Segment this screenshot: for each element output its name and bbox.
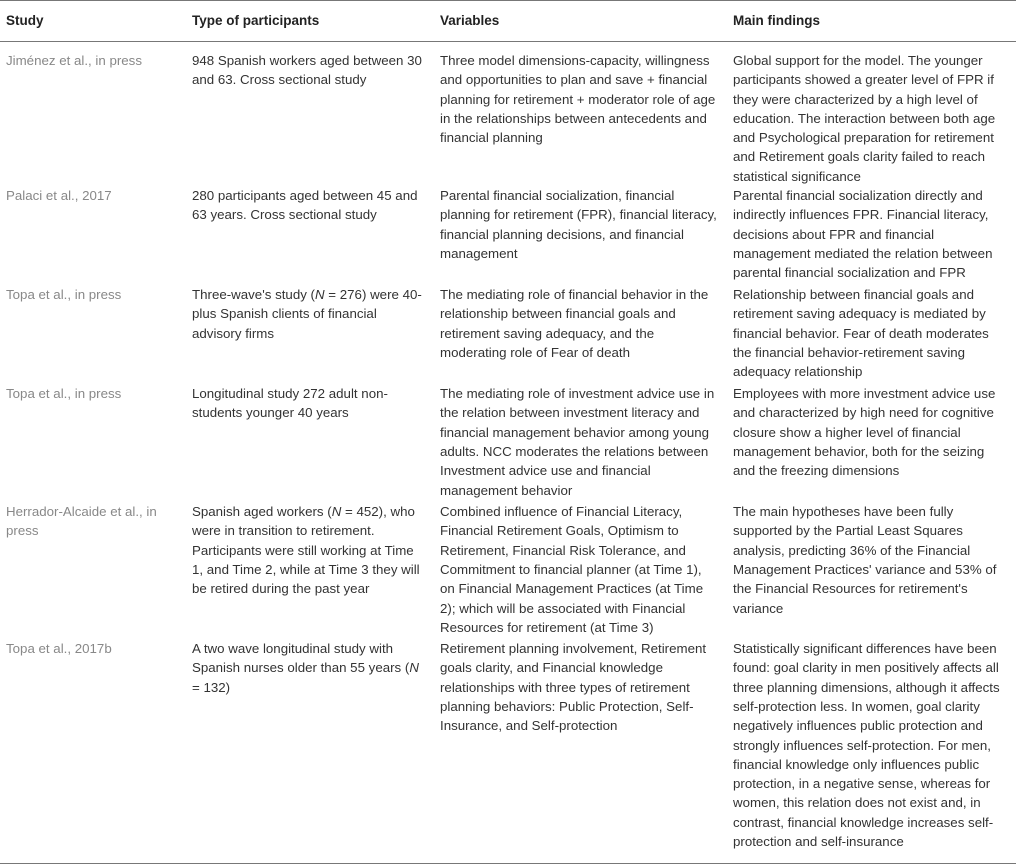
- table-row: [0, 186, 1016, 285]
- table-row: [0, 639, 1016, 864]
- study-cell: Topa et al., in press: [6, 386, 122, 402]
- findings-cell: The main hypotheses have been fully supported by the Partial Least Squares analysis, predicting 36% of the Financial Management Practices' variance and 53% of the Financial Resources for retirement's variance: [733, 504, 997, 616]
- participants-text-pre: Spanish aged workers (: [192, 504, 332, 520]
- variables-cell: Retirement planning involvement, Retirement goals clarity, and Financial knowledge relationships with three types of retirement planning behaviors: Public Protection, Self-Insurance, and Self-protection: [434, 639, 727, 864]
- header-findings: Main findings: [727, 1, 1016, 42]
- sample-size-symbol: N: [331, 504, 342, 520]
- findings-cell: Employees with more investment advice use and characterized by high need for cognitive closure show a higher level of financial management behavior, both for the seizing and the freezing dimensions: [733, 386, 996, 479]
- participants-text-pre: A two wave longitudinal study with Spanish nurses older than 55 years (: [192, 641, 410, 676]
- findings-cell: Parental financial socialization directly and indirectly influences FPR. Financial literacy, decisions about FPR and financial management mediated the relation between parental financial socialization and FPR: [733, 188, 993, 281]
- variables-cell: Combined influence of Financial Literacy, Financial Retirement Goals, Optimism to Retirement, Financial Risk Tolerance, and Commitment to financial planner (at Time 1), on Financial Management Practices (at Time 2); which will be associated with Financial Resources for retirement (at Time 3): [440, 504, 704, 635]
- table-row: [0, 502, 1016, 639]
- participants-text-post: = 276) were 40-plus Spanish clients of financial advisory firms: [192, 287, 422, 341]
- header-study: Study: [0, 1, 186, 42]
- participants-cell: [186, 285, 434, 384]
- sample-size-symbol: N: [315, 287, 325, 303]
- participants-cell: Longitudinal study 272 adult non-students younger 40 years: [192, 386, 388, 421]
- table-row: [0, 285, 1016, 384]
- variables-cell: The mediating role of investment advice use in the relation between investment literacy and financial management behavior among young adults. NCC moderates the relations between Investment advice use and financial management behavior: [440, 386, 715, 498]
- study-cell: Topa et al., 2017b: [0, 639, 186, 864]
- header-participants: Type of participants: [186, 1, 434, 42]
- variables-cell: Three model dimensions-capacity, willingness and opportunities to plan and save + financial planning for retirement + moderator role of age in the relationships between antecedents and financial planning: [440, 53, 716, 146]
- variables-cell: The mediating role of financial behavior in the relationship between financial goals and retirement saving adequacy, and the moderating role of Fear of death: [440, 287, 709, 360]
- participants-text-post: = 132): [192, 679, 231, 695]
- table-row: [0, 384, 1016, 502]
- variables-cell: Parental financial socialization, financial planning for retirement (FPR), financial literacy, financial planning decisions, and financial management: [440, 188, 717, 261]
- study-cell: Topa et al., in press: [6, 287, 122, 303]
- sample-size-symbol: N: [409, 660, 419, 676]
- findings-cell: Relationship between financial goals and retirement saving adequacy is mediated by financial behavior. Fear of death moderates the financial behavior-retirement saving adequacy relationship: [733, 287, 989, 380]
- study-cell: Jiménez et al., in press: [6, 53, 142, 68]
- participants-text-pre: Three-wave's study (: [192, 287, 315, 303]
- findings-cell: Global support for the model. The younger participants showed a greater level of FPR if they were characterized by a high level of education. The interaction between both age and Psychological preparation for retirement and Retirement goals clarity failed to reach statistical significance: [733, 53, 996, 184]
- participants-cell: [186, 639, 434, 864]
- findings-cell: Statistically significant differences have been found: goal clarity in men positively affects all three planning dimensions, although it affects self-protection less. In women, goal clarity negatively influences public protection and strongly influences self-protection. For men, financial knowledge only influences public protection, in a negative sense, whereas for women, this relation does not exist and, in contrast, financial knowledge increases self-protection and self-insurance: [727, 639, 1016, 864]
- participants-cell: [186, 502, 434, 639]
- header-variables: Variables: [434, 1, 727, 42]
- participants-cell: 948 Spanish workers aged between 30 and 63. Cross sectional study: [192, 53, 422, 88]
- study-cell: Herrador-Alcaide et al., in press: [6, 504, 157, 539]
- study-cell: Palaci et al., 2017: [6, 188, 112, 204]
- participants-text-post: = 452), who were in transition to retirement. Participants were still working at Time 1, and Time 2, while at Time 3 they will be retired during the past year: [192, 504, 420, 597]
- header-row: [0, 1, 1016, 42]
- table-row: [0, 42, 1016, 187]
- participants-cell: 280 participants aged between 45 and 63 years. Cross sectional study: [192, 188, 418, 223]
